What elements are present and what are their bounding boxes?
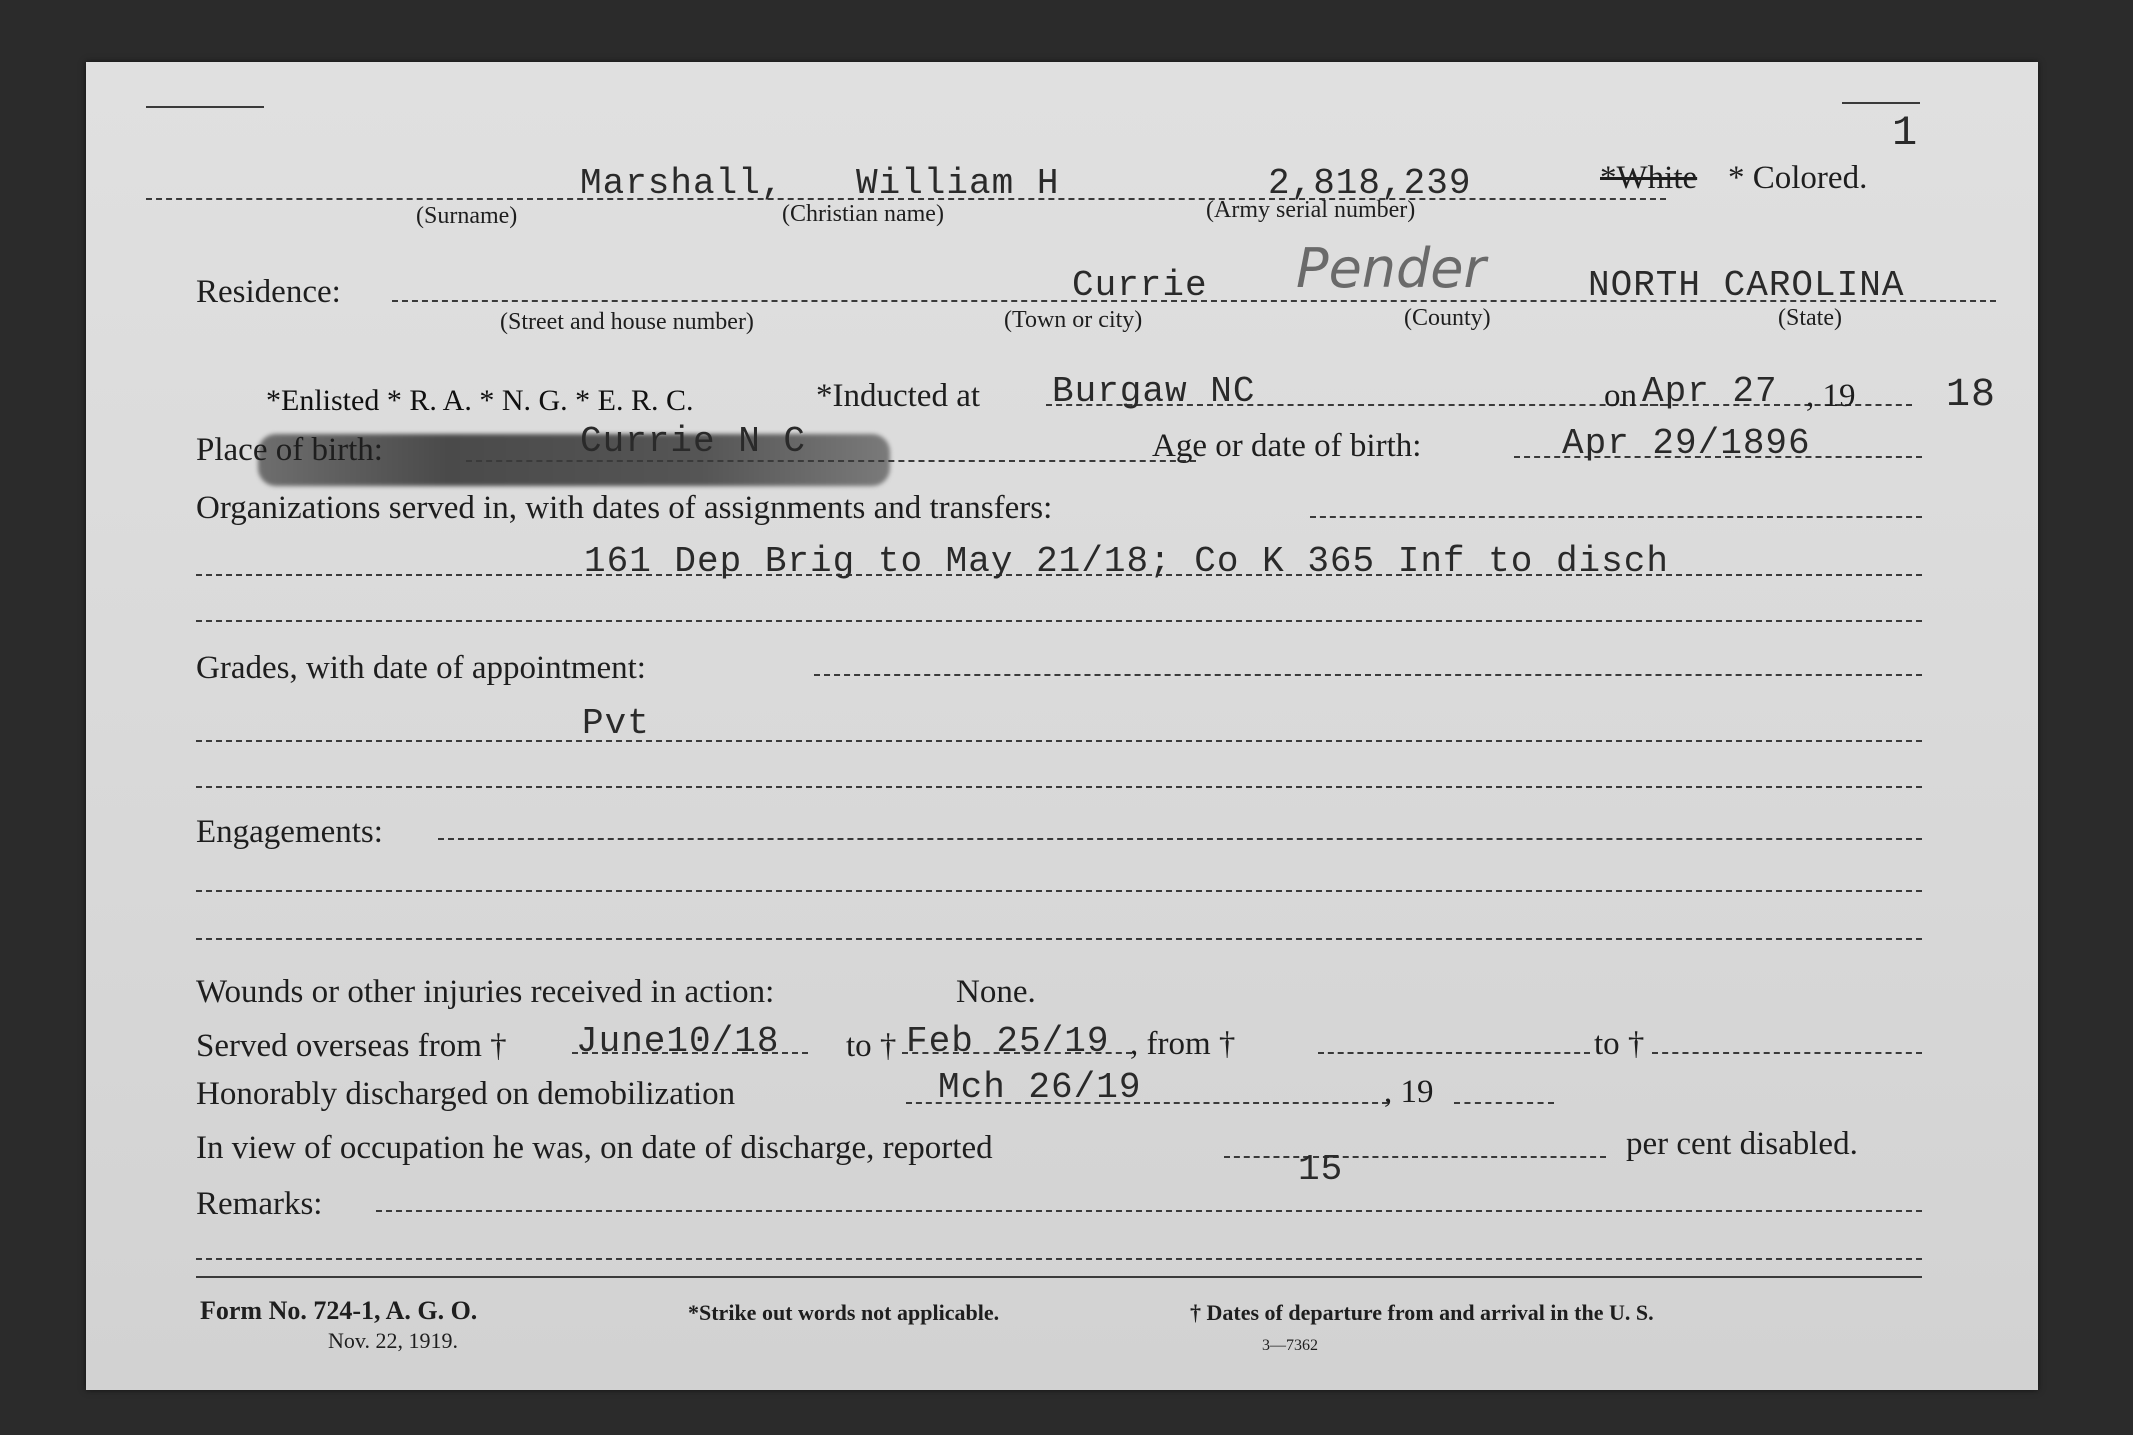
remarks-label: Remarks:	[196, 1186, 323, 1222]
on-label: on	[1604, 378, 1637, 414]
overseas-label: Served overseas from †	[196, 1028, 507, 1064]
dates-note: † Dates of departure from and arrival in the U. S.	[1190, 1300, 1654, 1325]
residence-label: Residence:	[196, 274, 341, 310]
wounds-value: None.	[956, 974, 1036, 1010]
discharge-label: Honorably discharged on demobilization	[196, 1076, 736, 1112]
county-value: Pender	[1296, 237, 1486, 300]
to2-label: to †	[1594, 1026, 1645, 1062]
engagements-label: Engagements:	[196, 814, 383, 850]
caption-county: (County)	[1404, 305, 1491, 331]
grades-line-0	[814, 674, 1922, 676]
inducted-date-value: Apr 27	[1642, 371, 1778, 412]
remarks-line-2	[196, 1276, 1922, 1278]
remarks-line-1	[196, 1258, 1922, 1260]
organizations-line-2	[196, 620, 1922, 622]
overseas-to-label: to †	[846, 1028, 897, 1064]
birth-date-value: Apr 29/1896	[1562, 423, 1811, 464]
disability-label: In view of occupation he was, on date of discharge, reported	[196, 1130, 993, 1166]
from2-label: , from †	[1130, 1026, 1236, 1062]
corner-rule-right	[1842, 102, 1920, 104]
birth-place-label: Place of birth:	[196, 432, 383, 468]
discharge-year-line	[1454, 1102, 1554, 1104]
remarks-line-0	[376, 1210, 1922, 1212]
engagements-line-2	[196, 938, 1922, 940]
race-white: *White	[1600, 160, 1698, 196]
caption-town: (Town or city)	[1004, 307, 1143, 333]
form-date: Nov. 22, 1919.	[328, 1328, 458, 1353]
town-value: Currie	[1072, 265, 1208, 306]
surname-value: Marshall,	[580, 163, 784, 204]
organizations-label: Organizations served in, with dates of assignments and transfers:	[196, 490, 1053, 526]
grades-line-1	[196, 740, 1922, 742]
serial-number-value: 2,818,239	[1268, 163, 1472, 204]
organizations-line-0	[1310, 516, 1922, 518]
discharge-year: , 19	[1384, 1074, 1434, 1110]
age-label: Age or date of birth:	[1152, 428, 1422, 464]
caption-christian-name: (Christian name)	[782, 201, 944, 227]
disability-suffix: per cent disabled.	[1626, 1126, 1858, 1162]
engagements-line-1	[196, 890, 1922, 892]
overseas-to-value: Feb 25/19	[906, 1021, 1110, 1062]
engagements-line-0	[438, 838, 1922, 840]
to2-line	[1652, 1052, 1922, 1054]
strike-note: *Strike out words not applicable.	[688, 1300, 1000, 1325]
overseas-from-value: June10/18	[576, 1021, 780, 1062]
wounds-label: Wounds or other injuries received in action:	[196, 974, 775, 1010]
service-record-card	[86, 62, 2038, 1390]
organizations-value: 161 Dep Brig to May 21/18; Co K 365 Inf to disch	[584, 541, 1669, 582]
caption-street: (Street and house number)	[500, 309, 754, 335]
state-value: NORTH CAROLINA	[1588, 265, 1905, 306]
corner-rule	[146, 106, 264, 108]
inducted-label: *Inducted at	[816, 378, 981, 414]
grades-label: Grades, with date of appointment:	[196, 650, 646, 686]
birth-place-line	[466, 460, 1196, 462]
caption-serial: (Army serial number)	[1206, 197, 1416, 223]
discharge-date-value: Mch 26/19	[938, 1067, 1142, 1108]
caption-surname: (Surname)	[416, 203, 518, 229]
print-code: 3—7362	[1262, 1337, 1318, 1354]
year-prefix: , 19	[1806, 378, 1856, 414]
grades-line-2	[196, 786, 1922, 788]
race-colored: * Colored.	[1728, 160, 1868, 196]
year-suffix-value: 18	[1946, 373, 1997, 418]
form-number: Form No. 724-1, A. G. O.	[200, 1296, 478, 1325]
disability-value: 15	[1298, 1149, 1344, 1190]
card-number: 1	[1892, 109, 1919, 157]
inducted-place-value: Burgaw NC	[1052, 371, 1256, 412]
christian-name-value: William H	[856, 163, 1060, 204]
disability-line	[1224, 1156, 1606, 1158]
birth-place-value: Currie N C	[580, 421, 807, 462]
from2-line	[1318, 1052, 1590, 1054]
grades-value: Pvt	[582, 703, 650, 744]
enlisted-label: *Enlisted * R. A. * N. G. * E. R. C.	[266, 384, 694, 417]
caption-state: (State)	[1778, 305, 1842, 331]
